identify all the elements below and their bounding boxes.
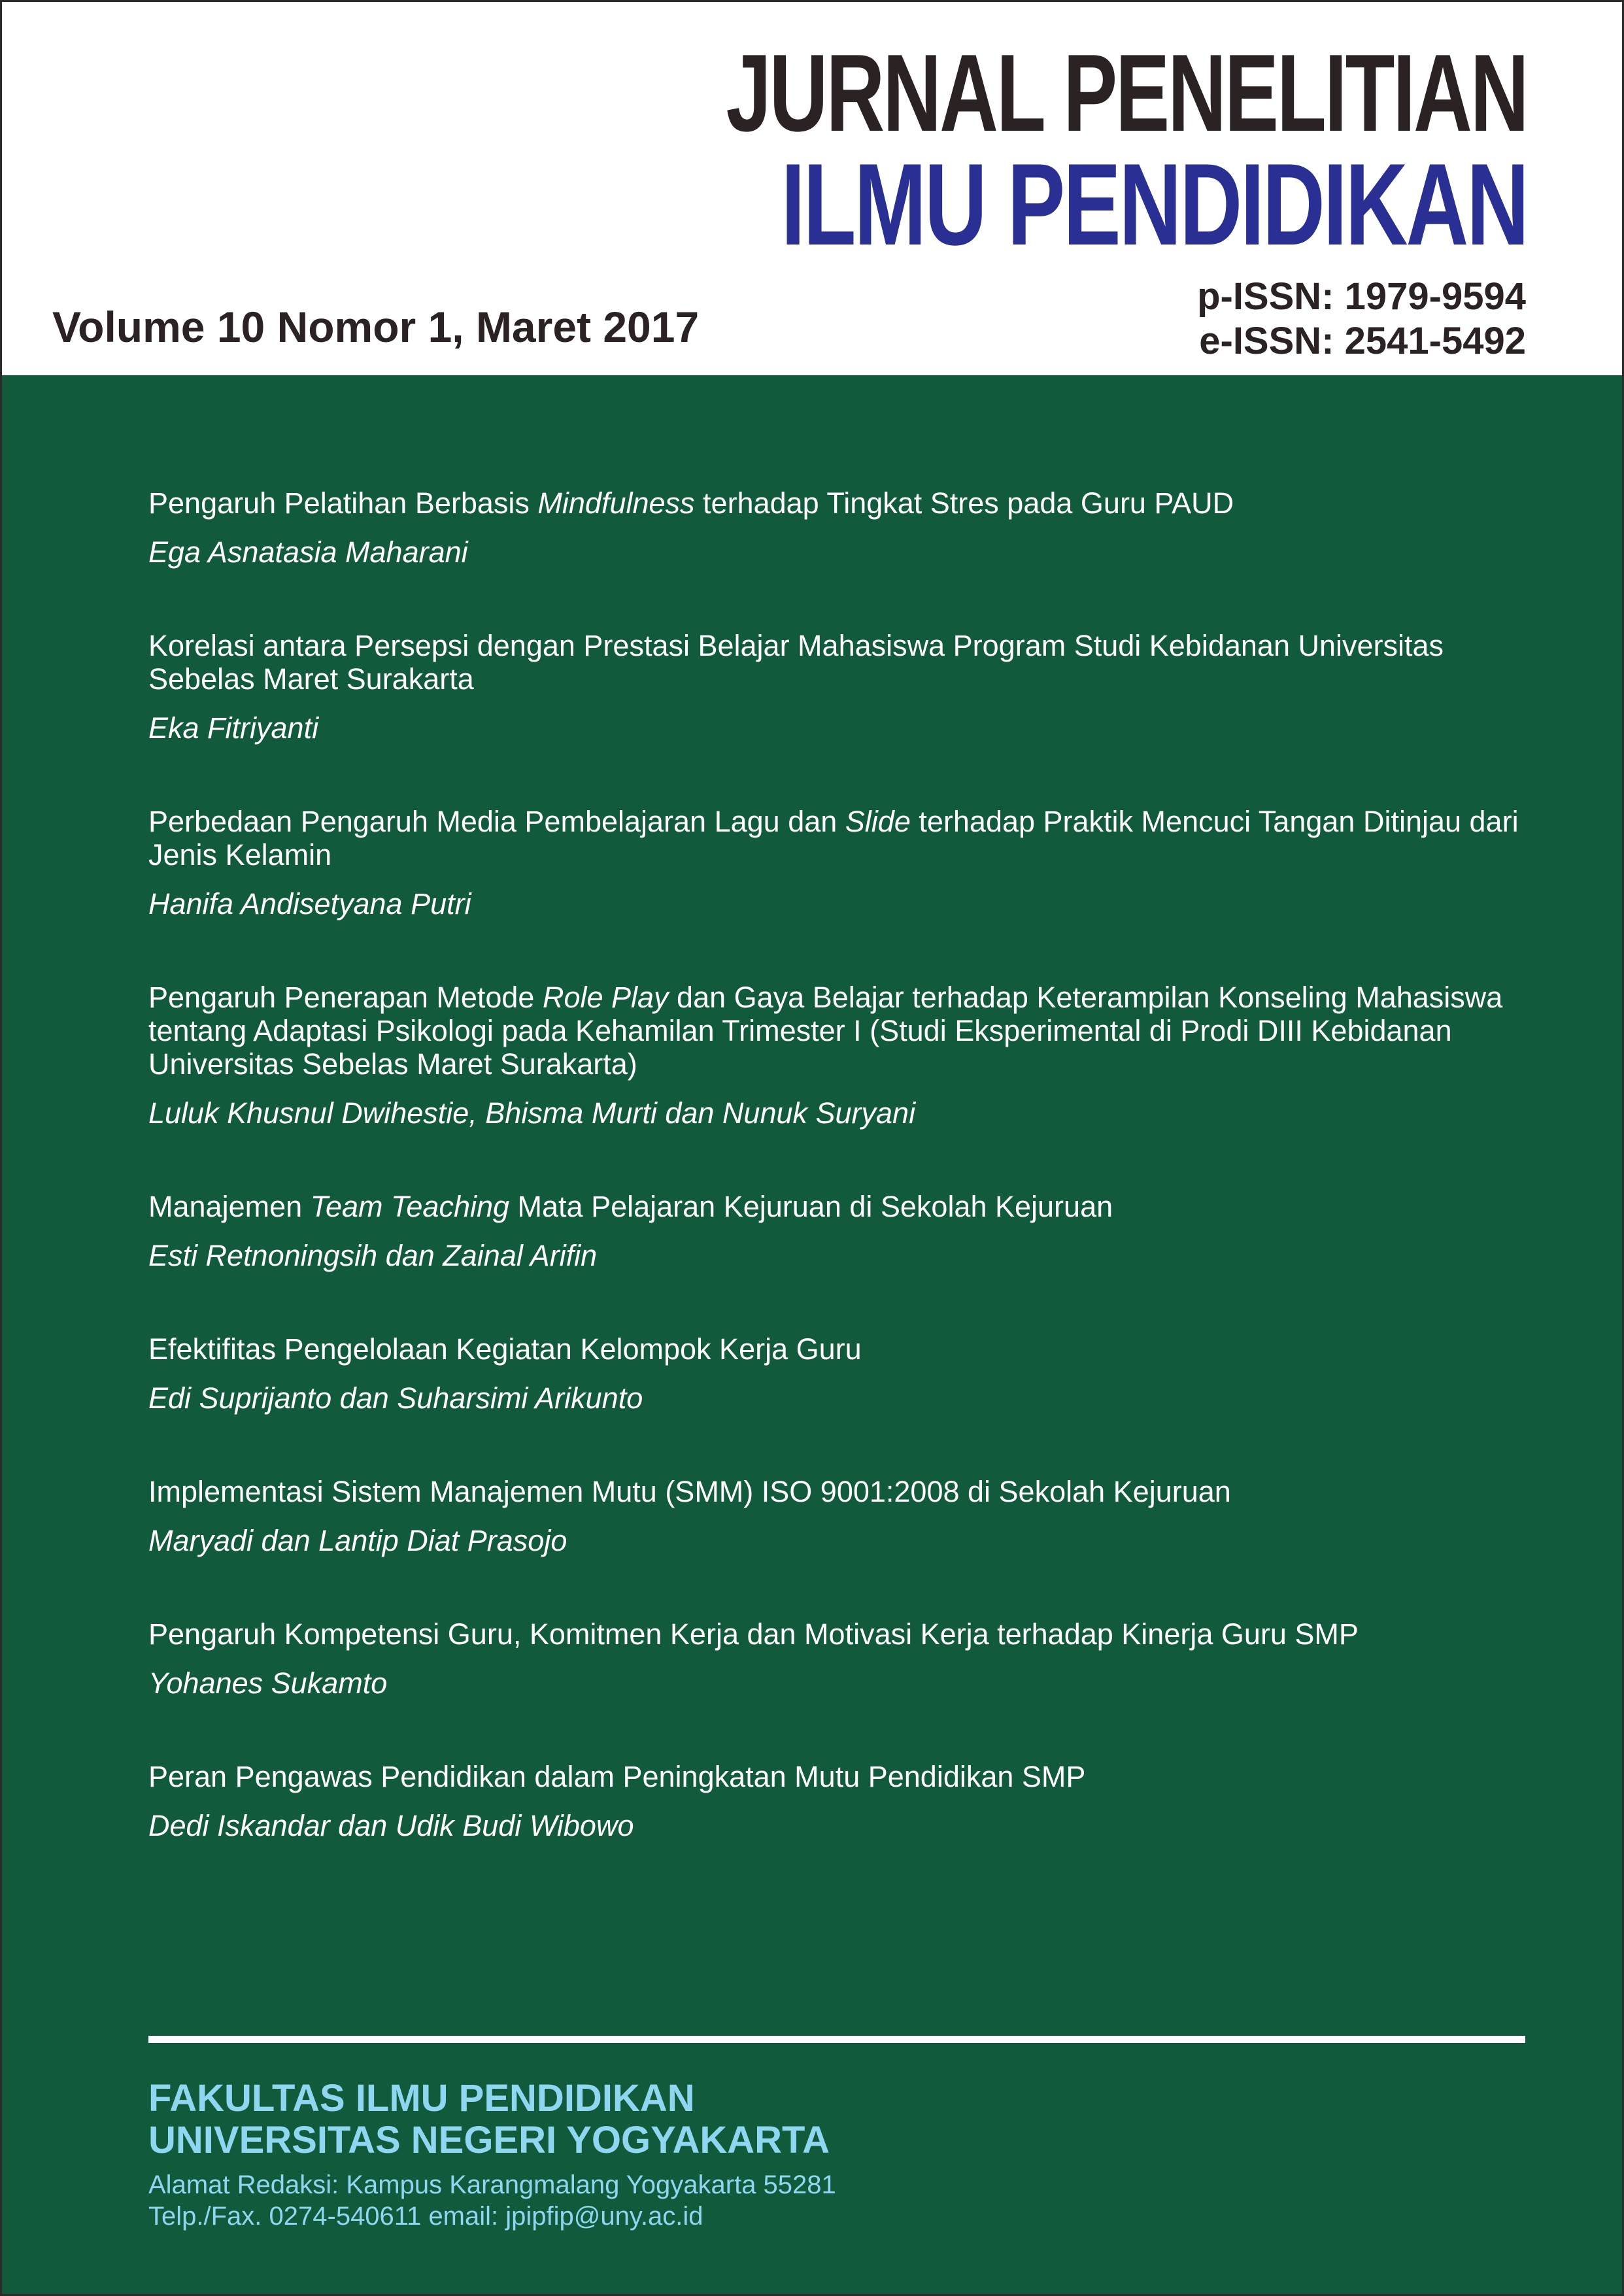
article-title-part: Mata Pelajaran Kejuruan di Sekolah Kejuruan [509, 1190, 1113, 1223]
article-item [148, 1617, 1534, 1700]
journal-title-line2: ILMU PENDIDIKAN [781, 139, 1527, 269]
article-item [148, 1475, 1534, 1557]
article-title [148, 805, 1534, 871]
editorial-address: Alamat Redaksi: Kampus Karangmalang Yogyakarta 55281 [148, 2170, 836, 2199]
article-title-part: dan Gaya Belajar terhadap Keterampilan Konseling Mahasiswa tentang Adaptasi Psikologi pada Kehamilan Trimester I (Studi Eksperimental di Prodi DIII Kebidanan Universitas Sebelas Maret Surakarta) [148, 981, 1503, 1081]
article-title-italic: Slide [845, 805, 911, 838]
cover-body [0, 375, 1624, 2296]
contact-info: Telp./Fax. 0274-540611 email: jpipfip@uny.ac.id [148, 2202, 703, 2231]
article-title [148, 1332, 1534, 1366]
footer-divider [148, 2036, 1525, 2043]
article-authors: Luluk Khusnul Dwihestie, Bhisma Murti dan Nunuk Suryani [148, 1096, 916, 1130]
article-authors: Hanifa Andisetyana Putri [148, 887, 471, 920]
p-issn: p-ISSN: 1979-9594 [1197, 275, 1526, 318]
article-title-part: Implementasi Sistem Manajemen Mutu (SMM) ISO 9001:2008 di Sekolah Kejuruan [148, 1475, 1231, 1508]
publisher-info [148, 2078, 1521, 2232]
article-title-part: terhadap Tingkat Stres pada Guru PAUD [694, 486, 1234, 520]
article-authors: Yohanes Sukamto [148, 1666, 388, 1700]
article-item [148, 981, 1534, 1130]
article-title-part: Pengaruh Kompetensi Guru, Komitmen Kerja dan Motivasi Kerja terhadap Kinerja Guru SMP [148, 1617, 1359, 1651]
article-title-part: Efektifitas Pengelolaan Kegiatan Kelompok Kerja Guru [148, 1332, 862, 1366]
article-title-part: Pengaruh Pelatihan Berbasis [148, 486, 538, 520]
article-item [148, 1760, 1534, 1842]
article-authors: Dedi Iskandar dan Udik Budi Wibowo [148, 1809, 634, 1842]
article-item [148, 805, 1534, 920]
article-title-part: terhadap Praktik Mencuci Tangan Ditinjau dari Jenis Kelamin [148, 805, 1519, 871]
e-issn: e-ISSN: 2541-5492 [1199, 320, 1526, 362]
article-title [148, 1475, 1534, 1508]
article-authors: Ega Asnatasia Maharani [148, 535, 468, 569]
article-authors: Edi Suprijanto dan Suharsimi Arikunto [148, 1381, 643, 1415]
article-title-part: Perbedaan Pengaruh Media Pembelajaran Lagu dan [148, 805, 845, 838]
article-title-part: Manajemen [148, 1190, 311, 1223]
article-item [148, 629, 1534, 745]
article-item [148, 1332, 1534, 1415]
article-authors: Maryadi dan Lantip Diat Prasojo [148, 1524, 567, 1557]
volume-info: Volume 10 Nomor 1, Maret 2017 [52, 303, 700, 351]
article-title-part: Pengaruh Penerapan Metode [148, 981, 543, 1014]
article-title-italic: Role Play [542, 981, 669, 1014]
article-title-part: Korelasi antara Persepsi dengan Prestasi Belajar Mahasiswa Program Studi Kebidanan Universitas Sebelas Maret Surakarta [148, 629, 1444, 696]
article-title-italic: Team Teaching [310, 1190, 510, 1223]
university-name: UNIVERSITAS NEGERI YOGYAKARTA [148, 2119, 830, 2161]
article-list [148, 486, 1534, 1902]
article-title [148, 629, 1534, 696]
article-title-italic: Mindfulness [537, 486, 695, 520]
article-title [148, 1617, 1534, 1651]
article-authors: Eka Fitriyanti [148, 711, 319, 745]
article-title [148, 981, 1534, 1081]
article-title [148, 486, 1534, 520]
article-item [148, 1190, 1534, 1272]
article-authors: Esti Retnoningsih dan Zainal Arifin [148, 1239, 598, 1272]
article-item [148, 486, 1534, 569]
article-title [148, 1190, 1534, 1223]
issn-block [1197, 275, 1526, 363]
journal-title-line1: JURNAL PENELITIAN [726, 31, 1527, 154]
cover-header [0, 0, 1624, 375]
faculty-name: FAKULTAS ILMU PENDIDIKAN [148, 2077, 695, 2119]
article-title [148, 1760, 1534, 1793]
article-title-part: Peran Pengawas Pendidikan dalam Peningkatan Mutu Pendidikan SMP [148, 1760, 1086, 1793]
